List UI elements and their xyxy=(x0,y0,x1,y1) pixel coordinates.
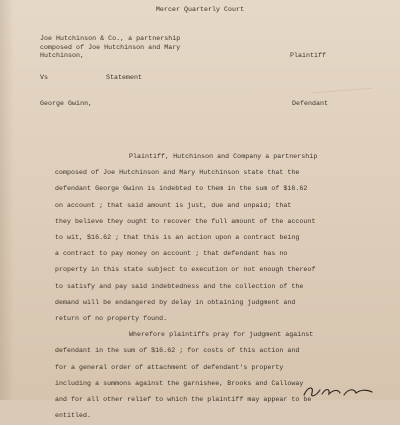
body-line: for a general order of attachment of defendant's property xyxy=(55,363,284,371)
document-title: Statement xyxy=(106,74,143,81)
plaintiff-line: composed of Joe Hutchinson and Mary xyxy=(40,43,181,51)
plaintiff-line: Hutchinson, xyxy=(40,52,85,59)
body-line: return of no property found. xyxy=(55,315,168,323)
versus-label: Vs xyxy=(40,74,49,81)
defendant-role: Defendant xyxy=(292,100,329,107)
body-line: composed of Joe Hutchinson and Mary Hutchinson state that the xyxy=(55,169,300,177)
court-heading: Mercer Quarterly Court xyxy=(155,6,245,13)
body-line: property in this state subject to execution or not enough thereof xyxy=(55,266,316,274)
body-line: to satisfy and pay said indebtedness and the collection of the xyxy=(55,282,304,290)
defendant-name: George Gwinn, xyxy=(40,100,93,107)
faint-pencil-mark xyxy=(312,74,373,93)
body-line: and for all other relief to which the plaintiff may appear to be xyxy=(55,396,312,404)
body-line: on account ; that said amount is just, due and unpaid; that xyxy=(55,201,292,209)
body-line: Plaintiff, Hutchinson and Company a partnership xyxy=(129,153,318,160)
body-line: defendant in the sum of $16.62 ; for costs of this action and xyxy=(55,347,300,355)
body-line: Wherefore plaintiffs pray for judgment against xyxy=(129,331,314,339)
body-line: a contract to pay money on account ; that defendant has no xyxy=(55,250,288,258)
plaintiff-line: Joe Hutchinson & Co., a partnership xyxy=(40,35,181,42)
body-line: demand will be endangered by delay in obtaining judgment and xyxy=(55,298,296,306)
body-line: to wit, $16.62 ; that this is an action upon a contract being xyxy=(55,234,300,242)
body-line: entitled. xyxy=(55,412,92,420)
plaintiff-role: Plaintiff xyxy=(290,52,327,59)
handwritten-signature xyxy=(300,384,380,400)
body-line: defendant George Gwinn is indebted to them in the sum of $16.62 xyxy=(55,185,308,193)
plaintiff-caption xyxy=(40,35,180,61)
body-line: they believe they ought to recover the full amount of the account xyxy=(55,217,316,225)
body-line: including a summons against the garnishee, Brooks and Calloway xyxy=(55,379,304,387)
